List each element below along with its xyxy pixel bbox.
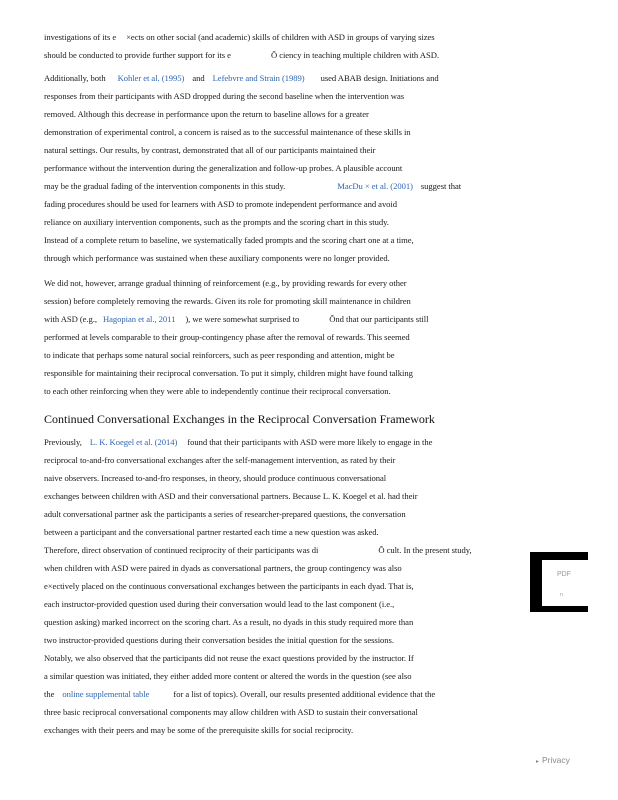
text-line: removed. Although this decrease in performance upon the return to baseline allows for a greater: [44, 109, 369, 119]
text-line: responses from their participants with ASD dropped during the second baseline when the intervention was: [44, 91, 405, 101]
text-span: for a list of topics). Overall, our results presented additional evidence that the: [173, 689, 436, 699]
paragraph-continued-exchanges: [44, 433, 544, 739]
privacy-link[interactable]: [536, 755, 570, 765]
text-line: responsible for maintaining their reciprocal conversation. To put it simply, children might have found talking: [44, 368, 413, 378]
text-line: Notably, we also observed that the participants did not reuse the exact questions provided by the instructor. If: [44, 653, 414, 663]
paragraph-abab-design: [44, 69, 544, 267]
text-line: performed at levels comparable to their group-contingency phase after the removal of rewards. This seemed: [44, 332, 410, 342]
text-span: Additionally, both: [44, 73, 106, 83]
text-line: naive observers. Increased to-and-fro responses, in theory, should produce continuous conversational: [44, 473, 387, 483]
text-line: e×ectively placed on the continuous conversational exchanges between the participants in each dyad. That is,: [44, 581, 414, 591]
text-line: [44, 69, 544, 87]
text-line: Instead of a complete return to baseline, we systematically faded prompts and the scoring chart one at a time,: [44, 235, 414, 245]
citation-link-hagopian[interactable]: Hagopian et al., 2011: [102, 314, 176, 324]
citation-link-kohler[interactable]: Kohler et al. (1995): [117, 73, 185, 83]
text-line: session) before completely removing the rewards. Given its role for promoting skill maintenance in children: [44, 296, 411, 306]
text-line: a similar question was initiated, they either added more content or altered the words in the question (see also: [44, 671, 412, 681]
text-span: ×ects on other social (and academic) skills of children with ASD in groups of varying sizes: [126, 32, 435, 42]
pdf-download-widget[interactable]: [530, 552, 588, 612]
pdf-sublabel: n: [560, 592, 563, 598]
citation-link-macduff[interactable]: MacDu × et al. (2001): [337, 181, 413, 191]
paragraph-reinforcement: [44, 274, 544, 400]
text-span: Previously,: [44, 437, 82, 447]
text-line: [44, 177, 544, 195]
text-line: two instructor-provided questions during their conversation besides the initial question for the sessions.: [44, 635, 394, 645]
text-span: Õnd that our participants still: [329, 314, 429, 324]
text-span: should be conducted to provide further support for its e: [44, 50, 231, 60]
text-line: reliance on auxiliary intervention components, such as the prompts and the scoring chart in this study.: [44, 217, 389, 227]
section-heading: Continued Conversational Exchanges in the Reciprocal Conversation Framework: [44, 412, 435, 426]
citation-link-lefebvre[interactable]: Lefebvre and Strain (1989): [212, 73, 305, 83]
text-line: [44, 541, 544, 559]
text-span: with ASD (e.g.,: [44, 314, 97, 324]
text-span: ), we were somewhat surprised to: [185, 314, 300, 324]
text-line: three basic reciprocal conversational components may allow children with ASD to sustain their conversational: [44, 707, 418, 717]
text-line: natural settings. Our results, by contrast, demonstrated that all of our participants maintained their: [44, 145, 376, 155]
pdf-label: PDF: [557, 571, 571, 578]
text-line: [44, 28, 544, 46]
text-span: suggest that: [420, 181, 462, 191]
citation-link-koegel[interactable]: L. K. Koegel et al. (2014): [89, 437, 178, 447]
text-line: to indicate that perhaps some natural social reinforcers, such as peer responding and attention, might be: [44, 350, 395, 360]
text-line: each instructor-provided question used during their conversation would lead to the last component (i.e.,: [44, 599, 395, 609]
text-span: the: [44, 689, 55, 699]
paragraph-intro-continuation: [44, 28, 544, 64]
text-line: [44, 46, 544, 64]
text-line: question asking) marked incorrect on the scoring chart. As a result, no dyads in this study required more than: [44, 617, 414, 627]
text-line: reciprocal to-and-fro conversational exchanges after the self-management intervention, as rated by their: [44, 455, 396, 465]
text-line: [44, 433, 544, 451]
text-span: found that their participants with ASD were more likely to engage in the: [187, 437, 433, 447]
text-line: when children with ASD were paired in dyads as conversational partners, the group contingency was also: [44, 563, 402, 573]
pdf-widget-panel: [542, 560, 588, 606]
text-span: may be the gradual fading of the intervention components in this study.: [44, 181, 286, 191]
text-span: and: [192, 73, 205, 83]
supplemental-table-link[interactable]: online supplemental table: [62, 689, 150, 699]
text-span: investigations of its e: [44, 32, 117, 42]
text-line: between a participant and the conversational partner restarted each time a new question was asked.: [44, 527, 379, 537]
text-line: We did not, however, arrange gradual thinning of reinforcement (e.g., by providing rewards for every other: [44, 278, 407, 288]
text-line: through which performance was sustained when these auxiliary components were no longer provided.: [44, 253, 390, 263]
text-span: Õ cult. In the present study,: [378, 545, 472, 555]
text-line: exchanges between children with ASD and their conversational partners. Because L. K. Koegel et al. had their: [44, 491, 418, 501]
text-span: used ABAB design. Initiations and: [320, 73, 439, 83]
privacy-label: Privacy: [542, 755, 570, 765]
text-line: adult conversational partner ask the participants a series of researcher-prepared questions, the conversation: [44, 509, 406, 519]
text-line: [44, 685, 544, 703]
triangle-right-icon: ▸: [536, 759, 540, 765]
text-line: [44, 310, 544, 328]
text-line: demonstration of experimental control, a concern is raised as to the successful maintenance of these skills in: [44, 127, 411, 137]
text-line: performance without the intervention during the generalization and follow-up probes. A plausible account: [44, 163, 403, 173]
text-line: to each other reinforcing when they were able to independently continue their reciprocal conversation.: [44, 386, 391, 396]
text-line: exchanges with their peers and may be some of the prerequisite skills for social reciprocity.: [44, 725, 354, 735]
text-span: Therefore, direct observation of continued reciprocity of their participants was di: [44, 545, 319, 555]
text-line: fading procedures should be used for learners with ASD to promote independent performance and avoid: [44, 199, 398, 209]
text-span: Õ ciency in teaching multiple children with ASD.: [270, 50, 439, 60]
